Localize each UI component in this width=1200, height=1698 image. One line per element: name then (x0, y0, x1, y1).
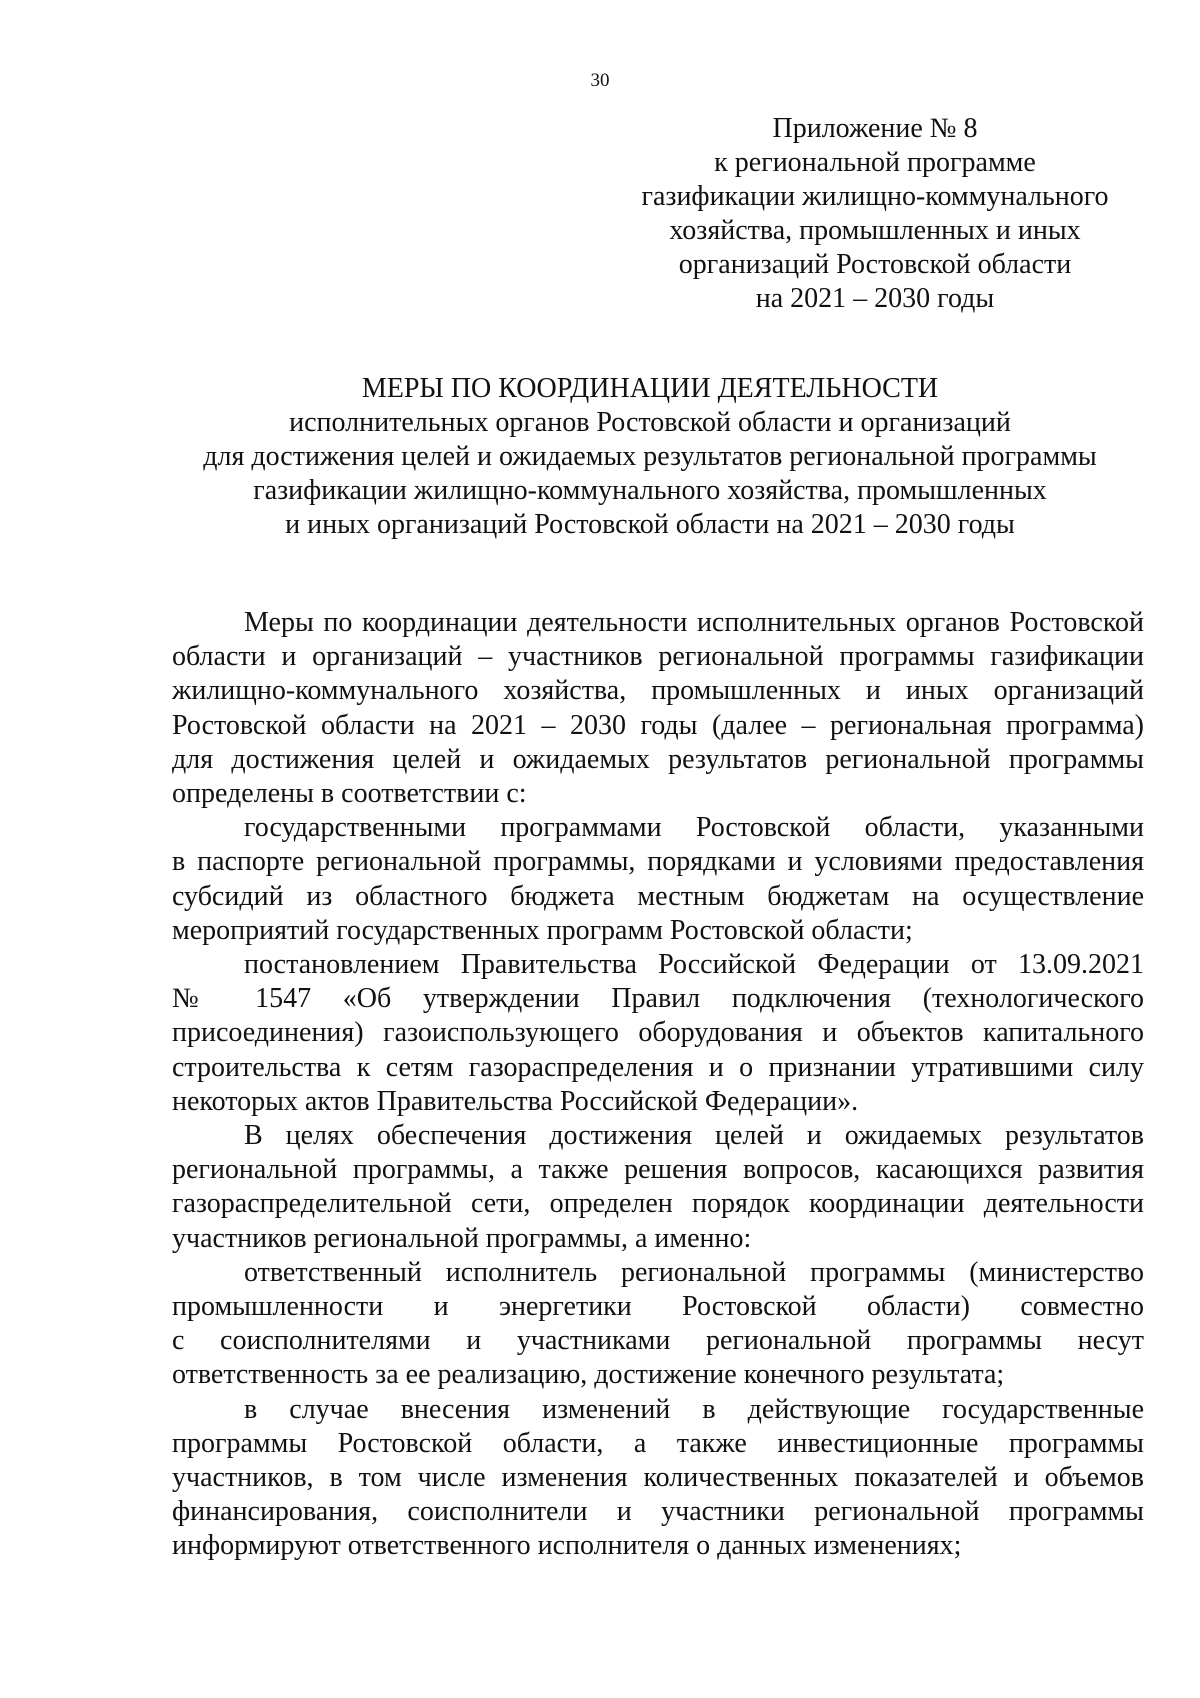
text-line: жилищно-коммунального хозяйства, промышленных и иных организаций (172, 675, 1144, 707)
paragraph (172, 606, 1144, 811)
text-line: постановлением Правительства Российской Федерации от 13.09.2021 (244, 949, 1144, 981)
text-line: ответственность за ее реализацию, достижение конечного результата; (172, 1359, 1005, 1391)
title-line: газификации жилищно-коммунального хозяйства, промышленных (253, 475, 1047, 506)
appendix-line: на 2021 – 2030 годы (755, 283, 995, 314)
document-title (160, 372, 1140, 542)
text-line: региональной программы, а также решения вопросов, касающихся развития (172, 1154, 1144, 1186)
text-line: строительства к сетям газораспределения и о признании утратившими силу (172, 1051, 1144, 1083)
text-line: мероприятий государственных программ Ростовской области; (172, 914, 913, 946)
title-line: и иных организаций Ростовской области на 2021 – 2030 годы (285, 509, 1015, 540)
paragraph (172, 1119, 1144, 1256)
paragraph (172, 948, 1144, 1119)
paragraph (172, 811, 1144, 948)
text-line: в случае внесения изменений в действующие государственные (244, 1393, 1144, 1425)
text-line: Меры по координации деятельности исполнительных органов Ростовской (244, 607, 1144, 638)
appendix-line: хозяйства, промышленных и иных (669, 215, 1081, 246)
text-line: участников, в том числе изменения количественных показателей и объемов (172, 1462, 1144, 1494)
appendix-header (640, 112, 1110, 316)
text-line: Ростовской области на 2021 – 2030 годы (далее – региональная программа) (172, 709, 1144, 741)
appendix-line: организаций Ростовской области (678, 249, 1072, 280)
appendix-line: газификации жилищно-коммунального (641, 181, 1109, 212)
title-line: исполнительных органов Ростовской области и организаций (289, 407, 1011, 438)
text-line: некоторых актов Правительства Российской Федерации». (172, 1085, 859, 1117)
text-line: присоединения) газоиспользующего оборудования и объектов капитального (172, 1017, 1144, 1049)
text-line: в паспорте региональной программы, порядками и условиями предоставления (172, 846, 1144, 878)
text-line: ответственный исполнитель региональной программы (министерство (244, 1256, 1144, 1288)
text-line: программы Ростовской области, а также инвестиционные программы (172, 1427, 1144, 1459)
text-line: субсидий из областного бюджета местным бюджетам на осуществление (172, 880, 1144, 912)
title-line: для достижения целей и ожидаемых результатов региональной программы (203, 441, 1097, 472)
text-line: государственными программами Ростовской области, указанными (244, 812, 1144, 844)
text-line: области и организаций – участников региональной программы газификации (172, 641, 1144, 673)
text-line: информируют ответственного исполнителя о данных изменениях; (172, 1530, 962, 1562)
paragraph (172, 1393, 1144, 1564)
text-line: В целях обеспечения достижения целей и ожидаемых результатов (244, 1120, 1144, 1152)
text-line: № 1547 «Об утверждении Правил подключения (технологического (172, 983, 1144, 1015)
title-heading: МЕРЫ ПО КООРДИНАЦИИ ДЕЯТЕЛЬНОСТИ (361, 373, 939, 404)
text-line: определены в соответствии с: (172, 778, 527, 810)
body-text (172, 606, 1144, 1564)
appendix-line: к региональной программе (714, 147, 1036, 178)
text-line: финансирования, соисполнители и участники региональной программы (172, 1496, 1144, 1528)
text-line: промышленности и энергетики Ростовской области) совместно (172, 1291, 1144, 1323)
page-number: 30 (590, 70, 610, 91)
paragraph (172, 1256, 1144, 1393)
text-line: участников региональной программы, а именно: (172, 1222, 752, 1254)
appendix-line: Приложение № 8 (772, 113, 978, 144)
text-line: для достижения целей и ожидаемых результатов региональной программы (172, 743, 1144, 775)
text-line: газораспределительной сети, определен порядок координации деятельности (172, 1188, 1144, 1220)
text-line: с соисполнителями и участниками региональной программы несут (172, 1325, 1144, 1357)
